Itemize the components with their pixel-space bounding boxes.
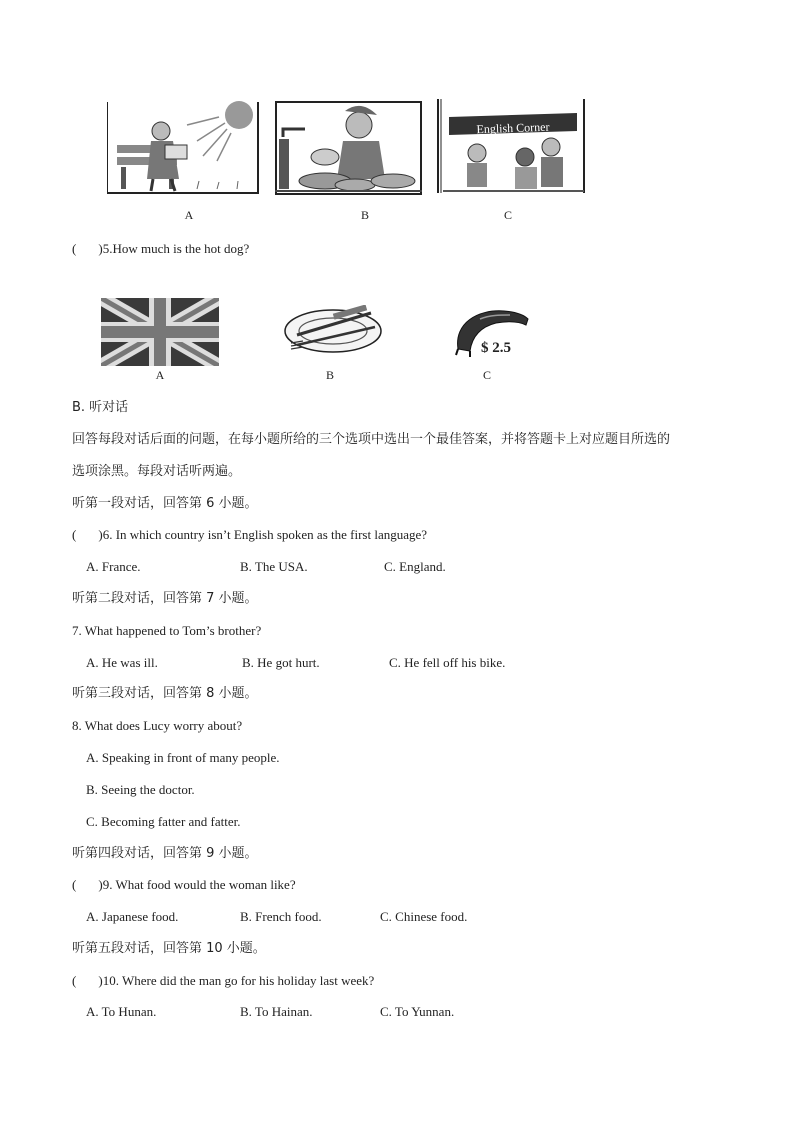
q6-option-a[interactable]: A. France. bbox=[86, 559, 141, 574]
q8-option-a[interactable]: A. Speaking in front of many people. bbox=[86, 750, 280, 765]
answer-paren-close: ) bbox=[98, 877, 103, 892]
q8-option-c[interactable]: C. Becoming fatter and fatter. bbox=[86, 814, 241, 829]
q9-intro: 听第四段对话，回答第 9 小题。 bbox=[72, 846, 258, 861]
q10-option-a[interactable]: A. To Hunan. bbox=[86, 1004, 157, 1019]
washing-dishes-woman-icon bbox=[275, 101, 422, 195]
q7-option-a[interactable]: A. He was ill. bbox=[86, 655, 158, 670]
q6-option-c[interactable]: C. England. bbox=[384, 559, 446, 574]
q8-option-b[interactable]: B. Seeing the doctor. bbox=[86, 782, 195, 797]
answer-paren-open[interactable]: ( bbox=[72, 877, 77, 892]
section-b-instruction-1: 回答每段对话后面的问题，在每小题所给的三个选项中选出一个最佳答案，并将答题卡上对应题目所选的 bbox=[72, 432, 671, 447]
q10-option-b[interactable]: B. To Hainan. bbox=[240, 1004, 313, 1019]
answer-paren-open[interactable]: ( bbox=[72, 973, 77, 988]
q4-picture-b bbox=[275, 101, 422, 195]
q4-caption-c: C bbox=[503, 208, 512, 222]
q5-picture-b bbox=[283, 305, 383, 355]
section-b-title: B. 听对话 bbox=[72, 400, 129, 415]
q9-option-a[interactable]: A. Japanese food. bbox=[86, 909, 179, 924]
q5-caption-b: B bbox=[325, 368, 334, 382]
q7-question: 7. What happened to Tom’s brother? bbox=[72, 623, 262, 638]
union-jack-flag-icon bbox=[101, 298, 219, 366]
answer-paren-close: ) bbox=[98, 241, 103, 256]
sunny-park-reading-girl-icon bbox=[107, 101, 259, 195]
q4-caption-a: A bbox=[184, 208, 194, 222]
english-corner-group-icon bbox=[437, 99, 586, 195]
q5-question-line bbox=[72, 240, 249, 258]
q5-picture-a bbox=[101, 298, 219, 366]
q9-option-c[interactable]: C. Chinese food. bbox=[380, 909, 468, 924]
q6-intro: 听第一段对话，回答第 6 小题。 bbox=[72, 496, 258, 511]
q10-question: 10. Where did the man go for his holiday last week? bbox=[102, 973, 375, 988]
q4-caption-b: B bbox=[360, 208, 369, 222]
q7-option-c[interactable]: C. He fell off his bike. bbox=[389, 655, 506, 670]
english-corner-sign: English Corner bbox=[476, 119, 550, 137]
q10-question-line bbox=[72, 972, 374, 990]
answer-paren-close: ) bbox=[98, 527, 103, 542]
answer-paren-close: ) bbox=[98, 973, 103, 988]
q9-option-b[interactable]: B. French food. bbox=[240, 909, 322, 924]
q10-option-c[interactable]: C. To Yunnan. bbox=[380, 1004, 455, 1019]
section-b-instruction-2: 选项涂黑。每段对话听两遍。 bbox=[72, 464, 242, 479]
q4-picture-c bbox=[437, 99, 586, 195]
q9-question: 9. What food would the woman like? bbox=[102, 877, 296, 892]
q5-question: 5.How much is the hot dog? bbox=[102, 241, 250, 256]
q10-intro: 听第五段对话，回答第 10 小题。 bbox=[72, 941, 266, 956]
q6-question-line bbox=[72, 526, 427, 544]
q8-intro: 听第三段对话，回答第 8 小题。 bbox=[72, 686, 258, 701]
q6-option-b[interactable]: B. The USA. bbox=[240, 559, 308, 574]
q5-caption-c: C bbox=[482, 368, 491, 382]
q4-picture-a bbox=[107, 101, 259, 195]
q7-intro: 听第二段对话，回答第 7 小题。 bbox=[72, 591, 258, 606]
q7-option-b[interactable]: B. He got hurt. bbox=[242, 655, 320, 670]
q9-question-line bbox=[72, 876, 296, 894]
plate-knife-fork-icon bbox=[283, 305, 383, 355]
q6-question: 6. In which country isn’t English spoken as the first language? bbox=[102, 527, 428, 542]
answer-paren-open[interactable]: ( bbox=[72, 241, 77, 256]
answer-paren-open[interactable]: ( bbox=[72, 527, 77, 542]
hot-dog-price: $ 2.5 bbox=[481, 340, 511, 356]
q8-question: 8. What does Lucy worry about? bbox=[72, 718, 243, 733]
q5-caption-a: A bbox=[155, 368, 165, 382]
